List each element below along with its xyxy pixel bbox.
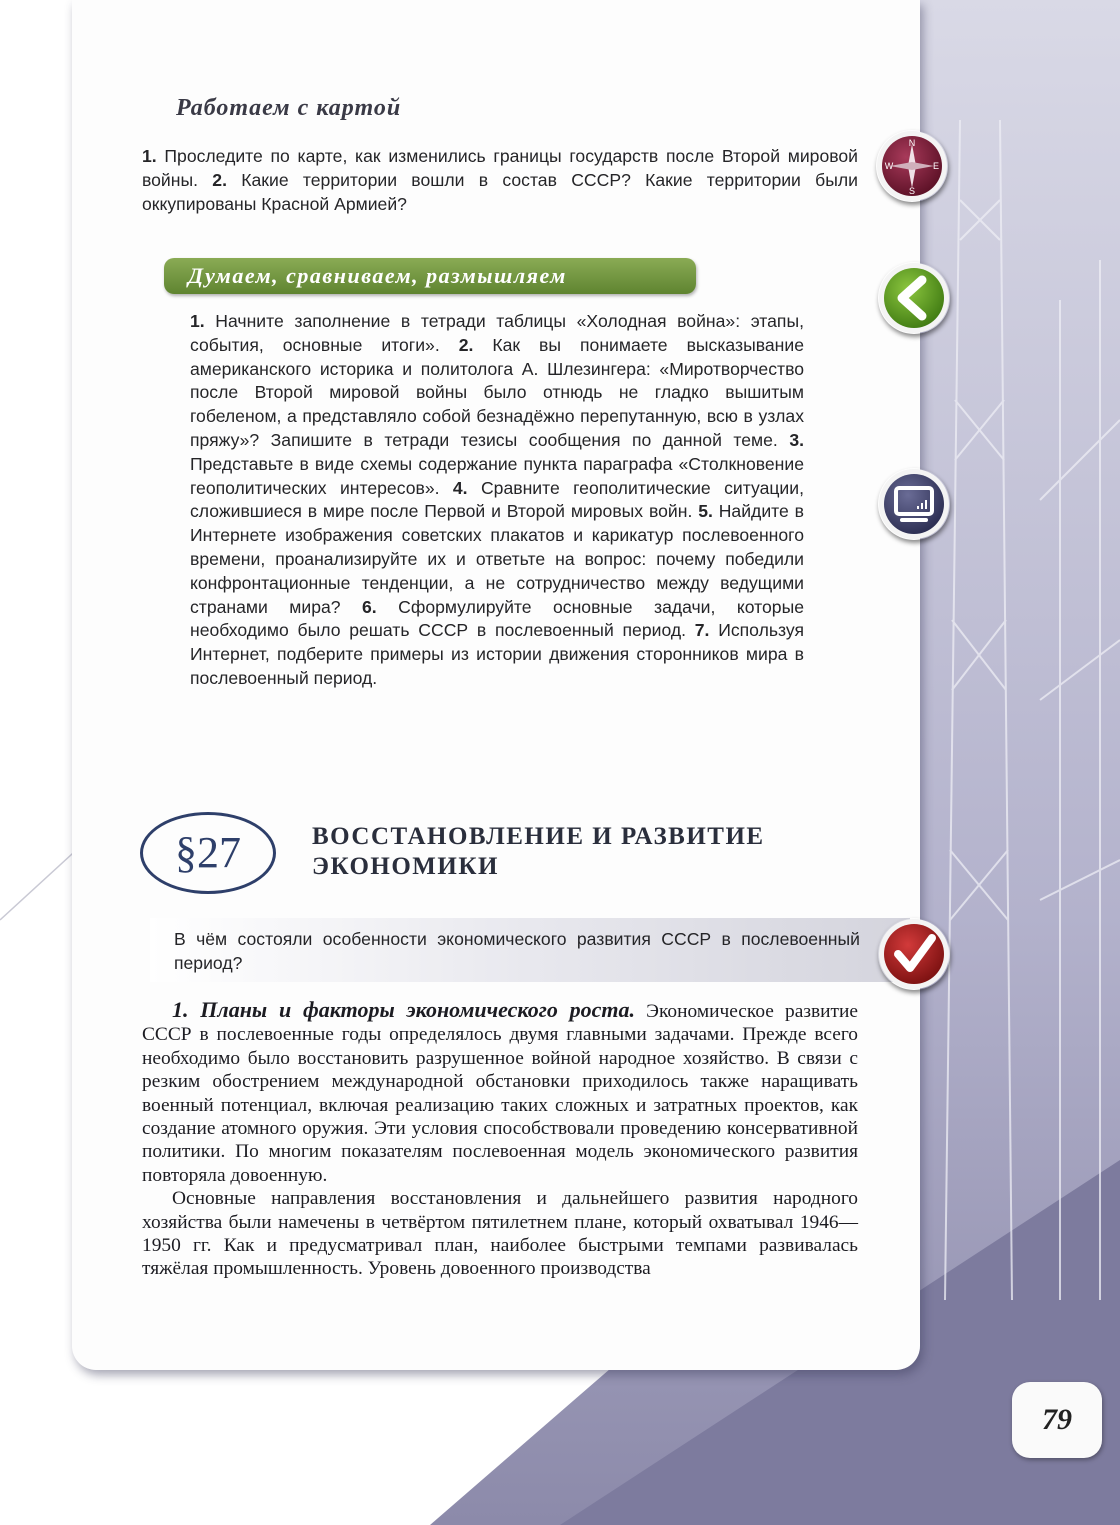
task-text: Сформулируйте основные задачи, которые необходимо было решать СССР в послевоенный период.: [190, 596, 804, 641]
page-number: 79: [1012, 1382, 1102, 1458]
checkmark-icon[interactable]: [878, 918, 950, 990]
task-text: Проследите по карте, как изменились границы государств после Второй мировой войны.: [142, 146, 858, 190]
compass-letter-e: E: [932, 161, 940, 171]
task-text: Используя Интернет, подберите примеры из истории движения сторонников мира в послевоенный период.: [190, 620, 805, 688]
task-text: Как вы понимаете высказывание американского историка и политолога А. Шлезингера: «Миротворчество после Второй мировой войны было отнюдь не гладко вышитым гобеленом, а представляло собой безнадёжно перепутанную, всю в узлах пряжу»? Запишите в тетради тезисы сообщения по данной теме.: [190, 334, 804, 450]
think-task-text: [190, 310, 804, 691]
task-number: 2.: [458, 334, 474, 355]
compass-icon[interactable]: [876, 130, 948, 202]
task-number: 5.: [698, 501, 713, 522]
task-text: Какие территории вошли в состав СССР? Какие территории были оккупированы Красной Армией?: [142, 169, 858, 214]
task-number: 2.: [212, 169, 227, 190]
map-heading: Работаем с картой: [176, 95, 402, 121]
task-number: 1.: [190, 311, 205, 331]
task-number: 7.: [694, 620, 710, 641]
task-number: 1.: [142, 146, 157, 166]
lead-question: В чём состояли особенности экономического развития СССР в послевоенный период?: [174, 929, 860, 973]
chapter-title-line: ЭКОНОМИКИ: [312, 853, 499, 880]
back-arrow-icon[interactable]: [878, 262, 950, 334]
task-text: Начните заполнение в тетради таблицы «Холодная война»: этапы, события, основные итоги».: [190, 311, 804, 355]
body-paragraph: [142, 998, 858, 1187]
chapter-title: [312, 822, 872, 882]
task-number: 3.: [789, 429, 804, 450]
task-text: Найдите в Интернете изображения советских плакатов и карикатур послевоенного времени, проанализируйте их и ответьте на вопрос: почему победили конфронтационные тенденции, а не сотрудничество между ведущими странами мира?: [190, 501, 804, 617]
compass-letter-w: W: [884, 161, 894, 171]
task-text: Сравните геополитические ситуации, сложившиеся в мире после Первой и Второй мировых войн.: [190, 477, 804, 522]
compass-letter-s: S: [908, 186, 916, 196]
paragraph-number-badge: §27: [140, 812, 276, 894]
compass-letter-n: N: [908, 138, 916, 148]
task-number: 4.: [452, 477, 468, 498]
body-text: [142, 998, 858, 1281]
chapter-title-line: ВОССТАНОВЛЕНИЕ И РАЗВИТИЕ: [312, 823, 765, 850]
task-number: 6.: [362, 596, 377, 617]
task-text: Представьте в виде схемы содержание пункта параграфа «Столкновение геополитических интересов».: [190, 453, 804, 498]
monitor-icon[interactable]: [878, 468, 950, 540]
paragraph-text: Экономическое развитие СССР в послевоенные годы определялось двумя главными задачами. Прежде всего необходимо было восстановить разрушенное войной народное хозяйство. В связи с резким обострением международной обстановки приходилось также наращивать военный потенциал, включая реализацию таких сложных и затратных проектов, как создание атомного оружия. Эти условия способствовали проведению консервативной политики. По многим показателям послевоенная модель экономического развития повторяла довоенную.: [142, 1001, 858, 1186]
section-title: 1. Планы и факторы экономического роста.: [172, 997, 636, 1022]
body-paragraph: Основные направления восстановления и дальнейшего развития народного хозяйства были намечены в четвёртом пятилетнем плане, который охватывал 1946—1950 гг. Как и предусматривал план, наиболее быстрыми темпами развивалась тяжёлая промышленность. Уровень довоенного производства: [142, 1188, 858, 1280]
think-heading-banner: Думаем, сравниваем, размышляем: [164, 258, 696, 294]
map-task-text: [142, 145, 858, 216]
